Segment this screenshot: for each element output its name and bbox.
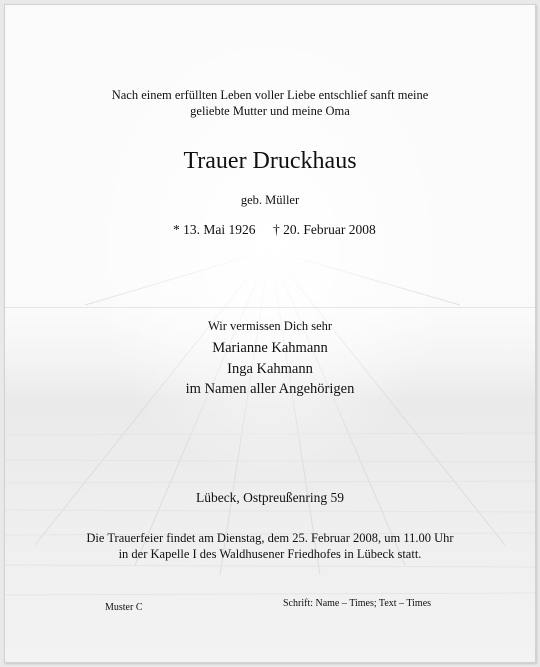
deceased-name: Trauer Druckhaus — [183, 148, 357, 174]
birth-name: geb. Müller — [240, 193, 300, 207]
intro-line-1: Nach einem erfüllten Leben voller Liebe entschlief sanft meine — [111, 88, 429, 102]
birth-date: * 13. Mai 1926 — [173, 222, 256, 237]
mourners-family: im Namen aller Angehörigen — [185, 381, 355, 397]
fold-line — [5, 307, 535, 308]
address: Lübeck, Ostpreußenring 59 — [195, 490, 345, 505]
font-note: Schrift: Name – Times; Text – Times — [283, 598, 432, 609]
obituary-card — [4, 4, 536, 663]
ceremony-line-1: Die Trauerfeier findet am Dienstag, dem 25. Februar 2008, um 11.00 Uhr — [86, 531, 454, 545]
death-date: † 20. Februar 2008 — [273, 222, 376, 237]
ceremony-line-2: in der Kapelle I des Waldhusener Friedhofes in Lübeck statt. — [118, 547, 422, 561]
mourners-heading: Wir vermissen Dich sehr — [207, 319, 333, 333]
sample-label: Muster C — [105, 602, 143, 613]
mourner-name-2: Inga Kahmann — [227, 361, 313, 377]
intro-line-2: geliebte Mutter und meine Oma — [190, 104, 350, 118]
mourner-name-1: Marianne Kahmann — [212, 340, 328, 356]
